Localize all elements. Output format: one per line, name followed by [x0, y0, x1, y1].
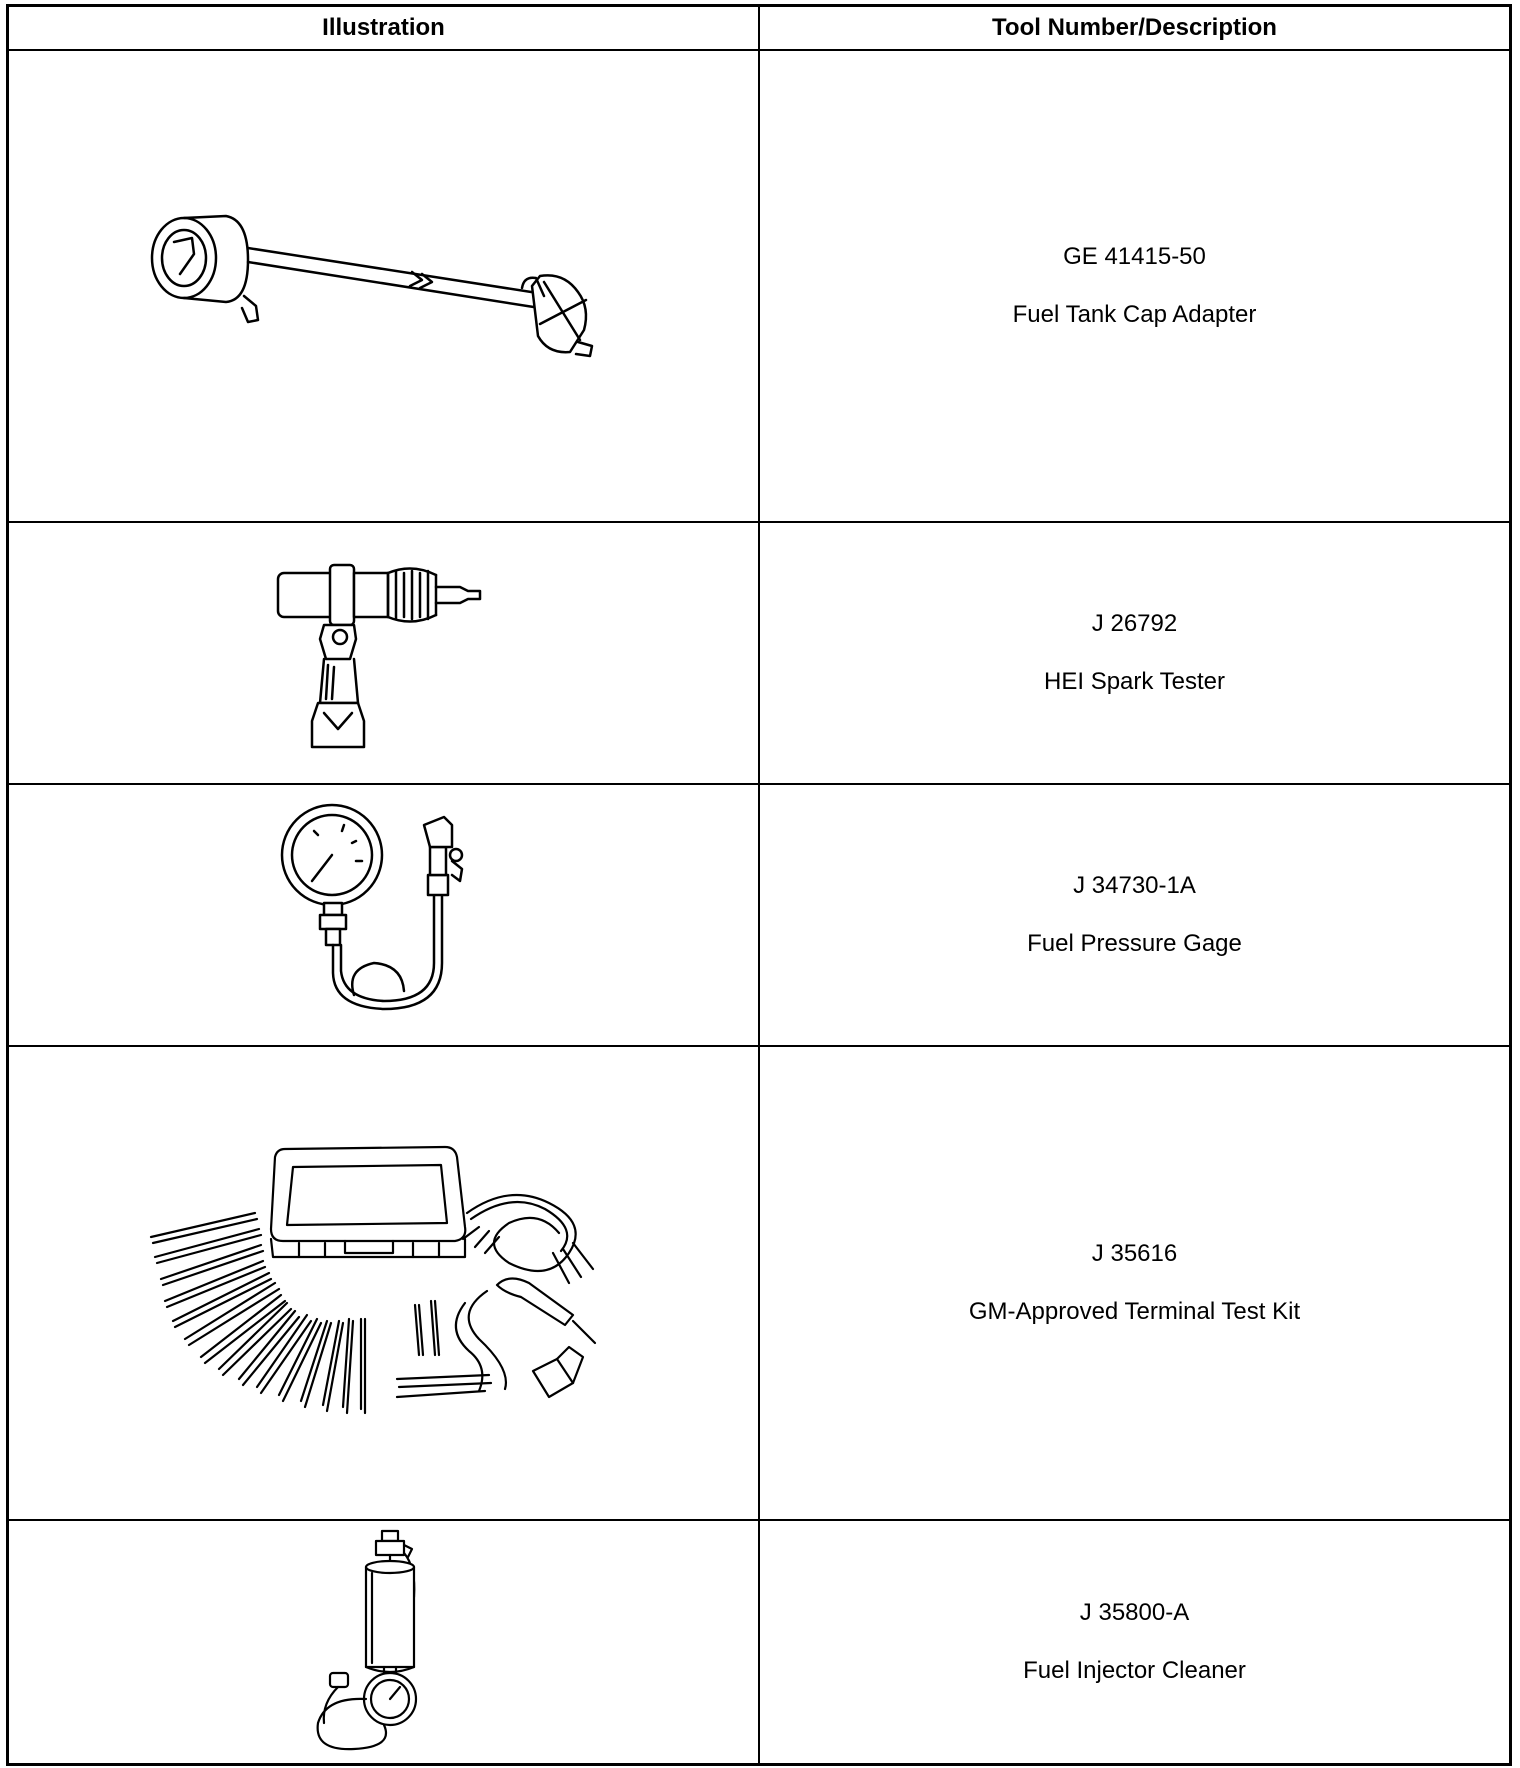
- tool-description: GM-Approved Terminal Test Kit: [968, 1298, 1301, 1325]
- terminal-test-kit-drawing: [149, 1143, 619, 1423]
- illustration-cell: [8, 50, 760, 522]
- tool-description: Fuel Injector Cleaner: [1023, 1656, 1246, 1684]
- description-cell: [759, 1046, 1511, 1520]
- illustration-cell: [8, 522, 760, 784]
- hei-spark-tester-drawing: [264, 553, 504, 753]
- description-cell: [759, 50, 1511, 522]
- table-row: [8, 522, 1511, 784]
- special-tools-table: [6, 4, 1512, 1766]
- illustration-cell: [8, 1046, 760, 1520]
- fuel-tank-cap-adapter-drawing: [144, 196, 624, 376]
- tools-sheet: [6, 4, 1512, 1762]
- table-row: [8, 50, 1511, 522]
- illustration-cell: [8, 1520, 760, 1764]
- tool-description: Fuel Tank Cap Adapter: [1012, 301, 1257, 328]
- description-cell: [759, 784, 1511, 1046]
- table-row: [8, 1046, 1511, 1520]
- tool-number: J 35616: [1091, 1240, 1178, 1267]
- tool-number: J 34730-1A: [1073, 872, 1196, 899]
- description-cell: [759, 522, 1511, 784]
- tool-number: GE 41415-50: [1063, 243, 1206, 270]
- illustration-cell: [8, 784, 760, 1046]
- tool-description: Fuel Pressure Gage: [1027, 930, 1242, 957]
- tool-description: HEI Spark Tester: [1044, 668, 1225, 695]
- header-row: [8, 6, 1511, 51]
- description-cell: [759, 1520, 1511, 1764]
- table-row: [8, 1520, 1511, 1764]
- fuel-injector-cleaner-drawing: [304, 1527, 464, 1757]
- column-header-illustration: Illustration: [8, 6, 760, 51]
- column-header-tool-description: Tool Number/Description: [759, 6, 1511, 51]
- fuel-pressure-gage-drawing: [274, 795, 494, 1035]
- tool-number: J 35800-A: [1079, 1598, 1190, 1626]
- tool-number: J 26792: [1091, 610, 1178, 637]
- table-row: [8, 784, 1511, 1046]
